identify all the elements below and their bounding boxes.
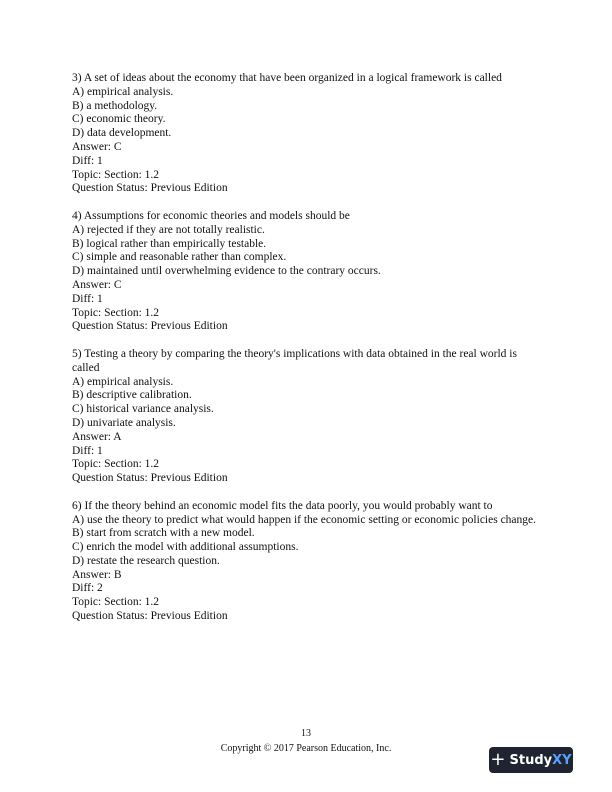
question-status: Question Status: Previous Edition [72,182,228,195]
question-stem: 6) If the theory behind an economic model fits the data poorly, you would probably want to [72,499,493,512]
option-c: C) economic theory. [72,113,166,126]
plus-icon: + [490,749,506,770]
question-4 [72,210,546,334]
question-3 [72,72,546,196]
difficulty: Diff: 1 [72,292,103,305]
option-d: D) univariate analysis. [72,416,176,429]
logo-text-main: Study [509,752,553,768]
question-status: Question Status: Previous Edition [72,472,228,485]
difficulty: Diff: 1 [72,154,103,167]
topic: Topic: Section: 1.2 [72,306,160,319]
answer: Answer: C [72,278,122,291]
option-a: A) rejected if they are not totally realistic. [72,223,265,236]
question-status: Question Status: Previous Edition [72,320,228,333]
option-b: B) a methodology. [72,99,158,112]
option-a: A) use the theory to predict what would happen if the economic setting or economic policies change. [72,513,537,526]
answer: Answer: A [72,430,122,443]
topic: Topic: Section: 1.2 [72,168,160,181]
option-b: B) descriptive calibration. [72,389,192,402]
question-stem: 4) Assumptions for economic theories and models should be [72,209,350,222]
studyxy-logo [489,747,573,773]
option-c: C) simple and reasonable rather than complex. [72,251,287,264]
topic: Topic: Section: 1.2 [72,458,160,471]
option-a: A) empirical analysis. [72,85,174,98]
option-b: B) start from scratch with a new model. [72,527,255,540]
option-d: D) maintained until overwhelming evidence to the contrary occurs. [72,265,381,278]
option-c: C) enrich the model with additional assumptions. [72,541,299,554]
question-5 [72,348,546,486]
difficulty: Diff: 1 [72,444,103,457]
question-stem: 5) Testing a theory by comparing the theory's implications with data obtained in the real world is called [72,347,517,374]
copyright-notice: Copyright © 2017 Pearson Education, Inc. [220,743,392,754]
difficulty: Diff: 2 [72,582,103,595]
option-d: D) restate the research question. [72,554,220,567]
page-number: 13 [301,728,311,739]
question-status: Question Status: Previous Edition [72,610,228,623]
option-c: C) historical variance analysis. [72,403,214,416]
question-6 [72,500,546,624]
answer: Answer: B [72,568,122,581]
option-d: D) data development. [72,127,172,140]
answer: Answer: C [72,140,122,153]
logo-text-accent: XY [552,752,572,768]
option-b: B) logical rather than empirically testable. [72,237,267,250]
option-a: A) empirical analysis. [72,375,174,388]
document-body [72,72,546,638]
question-stem: 3) A set of ideas about the economy that have been organized in a logical framework is called [72,72,502,84]
topic: Topic: Section: 1.2 [72,596,160,609]
